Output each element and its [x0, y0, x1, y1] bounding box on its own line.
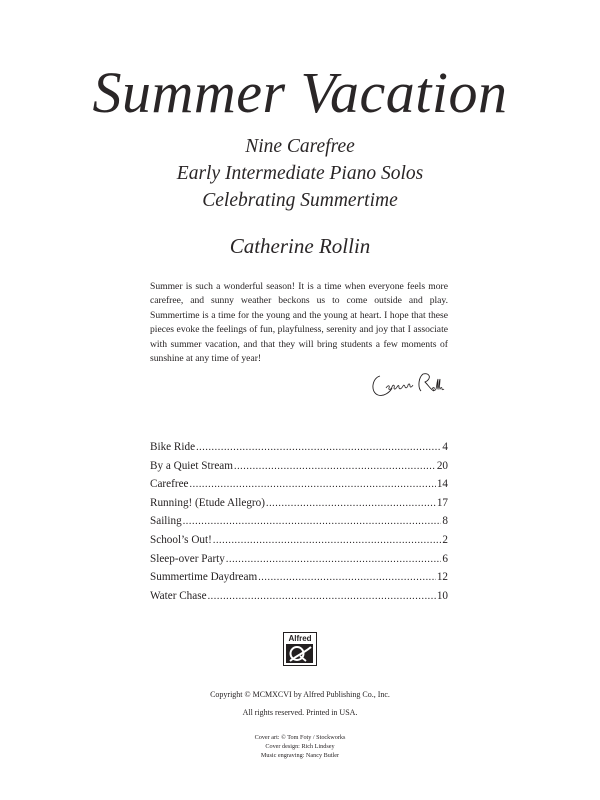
toc-row — [150, 512, 448, 531]
toc-title: Running! (Etude Allegro) — [150, 496, 265, 509]
toc-leader — [258, 569, 436, 588]
credit-line: Cover design: Rich Lindsey — [265, 743, 335, 750]
toc-leader — [183, 513, 442, 532]
toc-page: 12 — [436, 571, 448, 584]
toc-page: 14 — [436, 478, 448, 491]
toc-row — [150, 550, 448, 569]
table-of-contents — [150, 438, 448, 605]
toc-leader — [213, 532, 442, 551]
toc-page: 10 — [436, 589, 448, 602]
toc-leader — [266, 495, 436, 514]
toc-leader — [190, 476, 436, 495]
toc-row — [150, 475, 448, 494]
toc-leader — [234, 458, 436, 477]
copyright-notice: Copyright © MCMXCVI by Alfred Publishing Co., Inc. — [210, 690, 390, 699]
toc-row — [150, 568, 448, 587]
toc-title: By a Quiet Stream — [150, 459, 233, 472]
toc-leader — [196, 439, 441, 458]
toc-page: 2 — [442, 533, 448, 546]
logo-mark-icon — [286, 644, 313, 663]
toc-title: Sailing — [150, 515, 182, 528]
toc-page: 20 — [436, 459, 448, 472]
alfred-logo-icon — [283, 632, 317, 666]
toc-title: School’s Out! — [150, 533, 212, 546]
toc-leader — [226, 551, 442, 570]
intro-paragraph: Summer is such a wonderful season! It is a time when everyone feels more carefree, and sunny weather beckons us to come outside and play. Summertime is a time for the young and the young at heart. I hope that these pieces evoke the feelings of fun, playfulness, serenity and joy that I associate with summer vacation, and that they will bring students a few moments of sunshine at any time of year! — [150, 281, 448, 365]
toc-row — [150, 587, 448, 606]
author-name: Catherine Rollin — [229, 234, 371, 258]
toc-row — [150, 438, 448, 457]
rights-notice: All rights reserved. Printed in USA. — [242, 708, 358, 717]
toc-title: Sleep-over Party — [150, 552, 225, 565]
toc-title: Carefree — [150, 478, 189, 491]
subtitle-line: Celebrating Summertime — [202, 190, 398, 211]
toc-title: Water Chase — [150, 589, 207, 602]
subtitle — [0, 133, 600, 214]
subtitle-line: Early Intermediate Piano Solos — [176, 163, 424, 184]
toc-row — [150, 531, 448, 550]
credit-line: Music engraving: Nancy Butler — [260, 752, 340, 759]
toc-title: Summertime Daydream — [150, 571, 258, 584]
toc-title: Bike Ride — [150, 441, 196, 453]
credit-line: Cover art: © Tom Foty / Stockworks — [254, 734, 346, 741]
credits — [0, 733, 600, 760]
toc-row — [150, 457, 448, 476]
toc-page: 17 — [436, 496, 448, 509]
toc-leader — [208, 588, 436, 607]
page-title: Summer Vacation — [92, 60, 508, 125]
toc-page: 8 — [442, 515, 448, 528]
toc-row — [150, 494, 448, 513]
toc-page: 6 — [442, 552, 448, 565]
signature-icon — [368, 362, 448, 402]
subtitle-line: Nine Carefree — [245, 136, 355, 157]
toc-page: 4 — [442, 441, 448, 453]
logo-text: Alfred — [288, 634, 312, 643]
